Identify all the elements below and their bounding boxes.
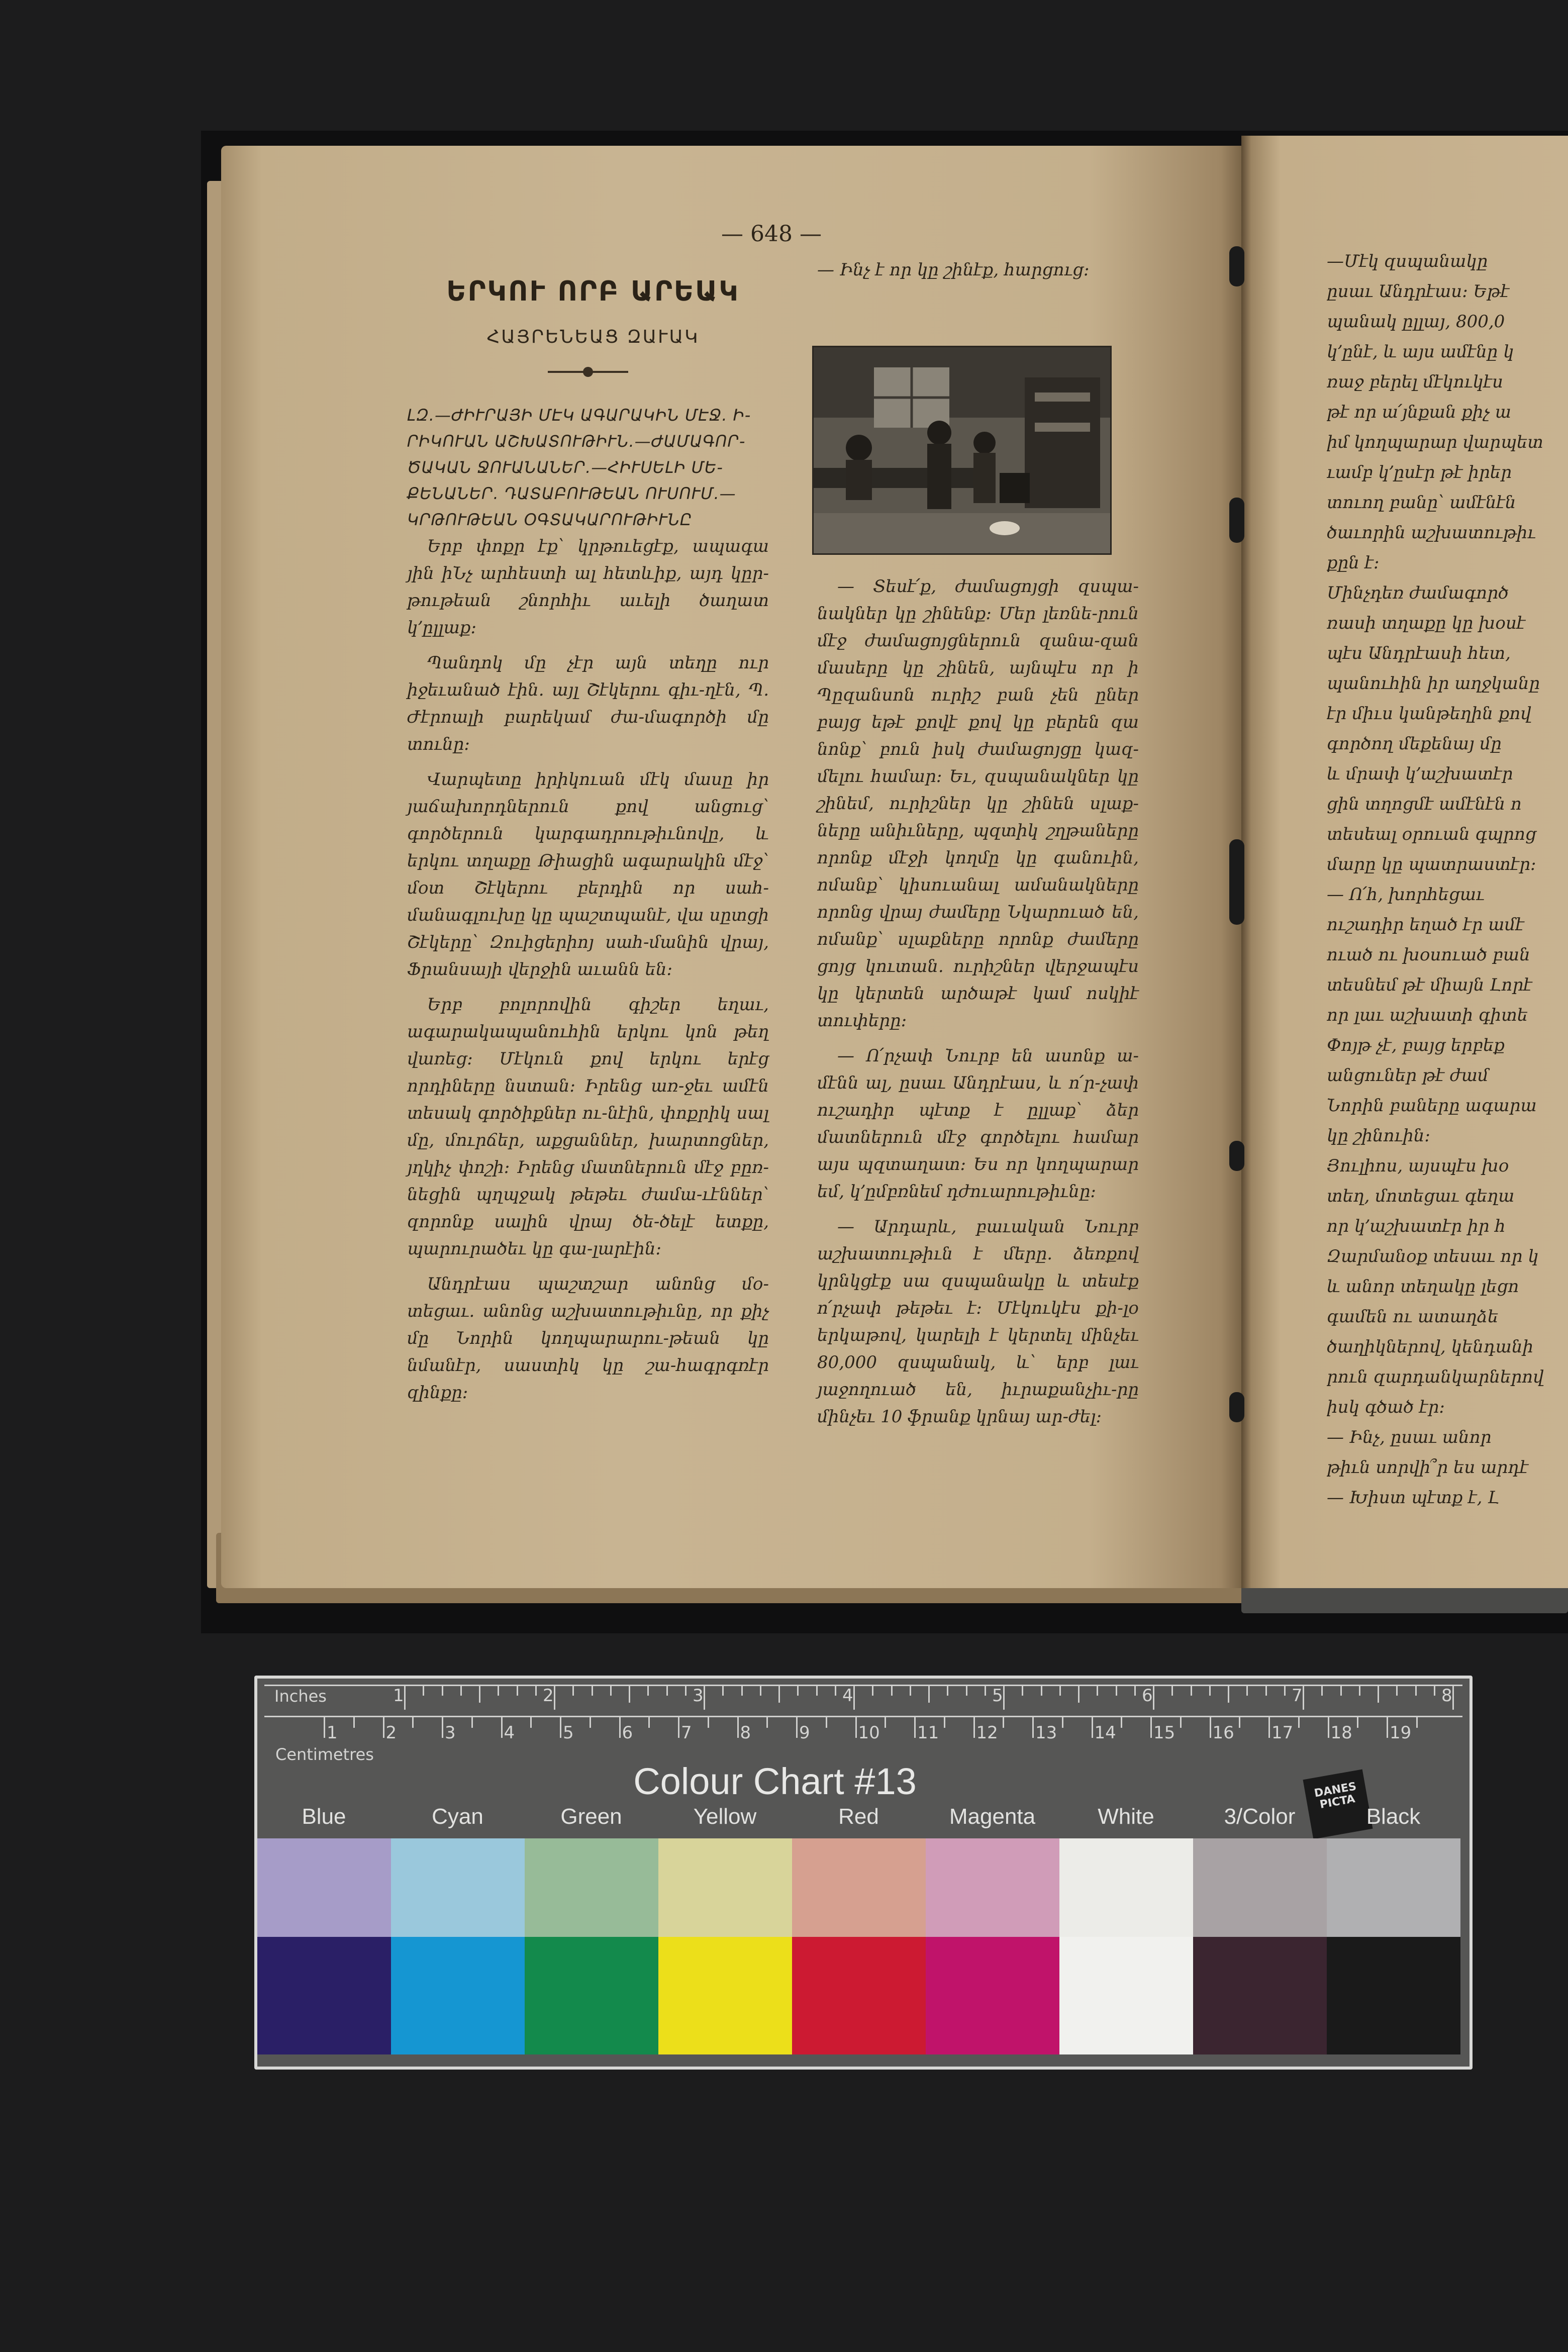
cm-tick bbox=[914, 1716, 916, 1738]
inch-subtick bbox=[610, 1685, 612, 1696]
article-subtitle: ՀԱՅՐԵՆԵԱՑ ԶԱՒԱԿ bbox=[486, 327, 700, 347]
cm-subtick bbox=[1298, 1716, 1300, 1728]
middle-column-top bbox=[817, 256, 1139, 291]
cm-subtick bbox=[944, 1716, 945, 1728]
cm-tick bbox=[1032, 1716, 1034, 1738]
inches-label: Inches bbox=[274, 1687, 327, 1706]
inch-subtick bbox=[891, 1685, 893, 1696]
inch-tick bbox=[853, 1685, 855, 1710]
cm-tick bbox=[619, 1716, 621, 1738]
inch-subtick bbox=[760, 1685, 761, 1696]
right-page-line: կը շինուին։ bbox=[1327, 1126, 1430, 1146]
inch-subtick bbox=[572, 1685, 574, 1696]
cm-tick bbox=[678, 1716, 679, 1738]
cm-tick bbox=[1092, 1716, 1093, 1738]
right-page-line: ռասի տղաքը կը խօսէ bbox=[1327, 613, 1526, 633]
divider-ornament bbox=[583, 367, 593, 377]
swatch-light bbox=[658, 1838, 792, 1937]
inch-subtick bbox=[498, 1685, 499, 1696]
inch-subtick bbox=[816, 1685, 818, 1696]
inch-subtick bbox=[1059, 1685, 1061, 1696]
inch-tick-label: 7 bbox=[1292, 1686, 1303, 1706]
right-page-line: Զարմանօք տեսաւ որ կ bbox=[1327, 1246, 1539, 1266]
chart-title: Colour Chart #13 bbox=[633, 1760, 917, 1802]
right-page-line: — Ո՛հ, խորհեցաւ bbox=[1327, 885, 1485, 905]
cm-tick bbox=[501, 1716, 503, 1738]
swatch-light bbox=[926, 1838, 1059, 1937]
cm-subtick bbox=[530, 1716, 532, 1728]
right-page-line: ուշադիր եղած էր ամէ bbox=[1327, 915, 1524, 935]
inch-tick-label: 6 bbox=[1142, 1686, 1153, 1706]
inch-subtick bbox=[1265, 1685, 1267, 1696]
inch-tick-label: 4 bbox=[842, 1686, 853, 1706]
cm-tick bbox=[973, 1716, 975, 1738]
cm-tick-label: 9 bbox=[799, 1723, 810, 1743]
inch-subtick bbox=[1116, 1685, 1117, 1696]
inch-subtick bbox=[741, 1685, 743, 1696]
right-page-line: տեսեալ օրուան գպրոց bbox=[1327, 824, 1536, 844]
inch-subtick bbox=[1078, 1685, 1080, 1703]
swatch-dark bbox=[926, 1937, 1059, 2054]
paragraph: — Տեսէ՛ք, ժամացոյցի զսպա-նակներ կը շինենք։ Մեր լեռնե-րուն մէջ ժամացոյցներուն զանա-զան մասերը կը շինեն, այնպէս որ ի Պըզանսոն ուրիշ բան չեն ըներ բայց եթէ քովէ քով կը բերեն զա նոնք՝ բուն իսկ ժամացոյցը կազ-մելու համար։ Եւ, զսպանակներ կը շինեմ, ուրիշներ կը շինեն սլաք-ները անիւները, պզտիկ շղթաները որոնք մէջի կողմը կը գանուին, ոմանք՝ կիսուանալ ամանակները որոնց վրայ ժամերը Նկարուած են, ոմանք՝ սլաքները որոնք ժամերը ցոյց կուտան. ուրիշներ վերջապէս կը կերտեն արծաթէ կամ ոսկիէ տուփերը։ bbox=[817, 576, 1139, 1031]
inch-subtick bbox=[666, 1685, 668, 1696]
centimetres-label: Centimetres bbox=[275, 1745, 374, 1764]
paragraph: — Ո՛րչափ Նուրբ են ասոնք ա-մէնն ալ, ըսաւ Անդրէաս, և ո՛ր-չափ ուշադիր պէտք է ըլլաք՝ ձեր մատներուն մէջ գործելու համար այս պզտաղատ։ Ես որ կողպարար եմ, կ՚ըմբռնեմ դժուարութիւնը։ bbox=[817, 1046, 1139, 1202]
right-page-line: իսկ գծած էր։ bbox=[1327, 1397, 1445, 1417]
swatch-label: Blue bbox=[302, 1804, 346, 1829]
inch-subtick bbox=[1284, 1685, 1286, 1696]
swatch-label: 3/Color bbox=[1224, 1804, 1296, 1829]
cm-subtick bbox=[1062, 1716, 1063, 1728]
inch-subtick bbox=[1097, 1685, 1098, 1696]
cm-tick bbox=[1387, 1716, 1388, 1738]
swatch-light bbox=[1193, 1838, 1327, 1937]
cm-tick bbox=[1328, 1716, 1329, 1738]
cm-tick-label: 11 bbox=[917, 1723, 939, 1743]
cm-tick-label: 19 bbox=[1390, 1723, 1412, 1743]
right-page-line: Յուլիոս, այսպէս խօ bbox=[1327, 1156, 1509, 1176]
cm-subtick bbox=[353, 1716, 355, 1728]
cm-tick-label: 1 bbox=[327, 1723, 338, 1743]
inch-subtick bbox=[797, 1685, 799, 1696]
right-page-line: քըն է։ bbox=[1327, 553, 1380, 573]
danes-picta-logo: DANES PICTA bbox=[1303, 1769, 1373, 1839]
right-page-line: ծաւորին աշխատութիւ bbox=[1327, 523, 1536, 543]
cm-subtick bbox=[471, 1716, 473, 1728]
inch-subtick bbox=[910, 1685, 911, 1696]
inch-tick bbox=[1452, 1685, 1454, 1710]
cm-tick-label: 7 bbox=[681, 1723, 692, 1743]
inch-subtick bbox=[835, 1685, 836, 1696]
cm-subtick bbox=[412, 1716, 414, 1728]
cm-tick-label: 18 bbox=[1330, 1723, 1352, 1743]
inch-tick bbox=[554, 1685, 555, 1710]
cm-tick-label: 10 bbox=[858, 1723, 880, 1743]
swatch-light bbox=[792, 1838, 926, 1937]
binding-hole bbox=[1229, 498, 1244, 543]
cm-subtick bbox=[648, 1716, 650, 1728]
inch-subtick bbox=[1434, 1685, 1435, 1696]
workshop-scene-illustration bbox=[814, 347, 1110, 553]
inch-subtick bbox=[479, 1685, 480, 1703]
cm-tick-label: 4 bbox=[504, 1723, 515, 1743]
binding-hole bbox=[1229, 1141, 1244, 1171]
inch-tick-label: 1 bbox=[393, 1686, 404, 1706]
right-page-line: Մինչդեռ ժամագործ bbox=[1327, 583, 1509, 603]
swatch-light bbox=[391, 1838, 525, 1937]
binding-hole bbox=[1229, 839, 1244, 925]
right-page-line: գործող մեքենայ մը bbox=[1327, 734, 1502, 754]
paragraph: — Արդարև, բաւական Նուրբ աշխատութիւն է մերը. ձեռքով կրնկցէք սա զսպանակը և տեսէք ո՛րչափ թեթեւ է։ Մէկուկէս քի-լօ երկաթով, կարելի է կերտել մինչեւ 80,000 զսպանակ, և՝ երբ լաւ յաջողուած են, իւրաքանչիւ-րը մինչեւ 10 ֆրանք կրնայ ար-ժել։ bbox=[817, 1217, 1139, 1427]
inch-subtick bbox=[1396, 1685, 1398, 1696]
cm-tick-label: 6 bbox=[622, 1723, 633, 1743]
inch-subtick bbox=[1171, 1685, 1173, 1696]
inch-subtick bbox=[647, 1685, 649, 1696]
inch-subtick bbox=[722, 1685, 724, 1696]
right-page-line: պանակ ըլլայ, 800,0 bbox=[1327, 312, 1505, 332]
right-page-column bbox=[1327, 246, 1568, 1513]
colour-chart bbox=[254, 1676, 1473, 2070]
inch-subtick bbox=[778, 1685, 780, 1703]
inch-tick-label: 3 bbox=[693, 1686, 704, 1706]
cm-subtick bbox=[885, 1716, 886, 1728]
inch-tick-label: 8 bbox=[1441, 1686, 1452, 1706]
right-page-line: մարը կը պատրաստէր։ bbox=[1327, 854, 1536, 874]
cm-subtick bbox=[826, 1716, 827, 1728]
paragraph: Երբ փոքր էք՝ կրթուեցէք, ապագա յին իՆչ արհեստի ալ հետևիք, այդ կըր-թութեան շնորհիւ աւելի ծաղատ կ՚ըլլաք։ bbox=[407, 536, 769, 638]
right-page-line: ռաջ բերել մէկուկէս bbox=[1327, 372, 1503, 392]
right-page-line: տուող բանը՝ ամէնէն bbox=[1327, 493, 1516, 513]
inch-tick bbox=[1153, 1685, 1154, 1710]
inch-subtick bbox=[947, 1685, 948, 1696]
cm-subtick bbox=[1003, 1716, 1004, 1728]
middle-column bbox=[817, 573, 1139, 1438]
binding-hole bbox=[1229, 1392, 1244, 1422]
cm-subtick bbox=[766, 1716, 768, 1728]
inch-subtick bbox=[985, 1685, 986, 1696]
inch-subtick bbox=[1228, 1685, 1229, 1703]
right-page-line: —Մէկ զսպանակը bbox=[1327, 251, 1488, 271]
paragraph: Պանդոկ մը չէր այն տեղը ուր իջեւանած էին. այլ Շէկերու գիւ-ղէն, Պ. Ժէրոալի բարեկամ ժա-մագործի մը տունը։ bbox=[407, 653, 769, 754]
cm-subtick bbox=[1239, 1716, 1240, 1728]
inch-tick-label: 2 bbox=[543, 1686, 554, 1706]
swatch-light bbox=[257, 1838, 391, 1937]
ruler-edge bbox=[264, 1685, 1462, 1686]
cm-tick bbox=[855, 1716, 857, 1738]
right-page-line: ւամբ կ՚ըսէր թէ իրեր bbox=[1327, 462, 1512, 482]
cm-tick-label: 8 bbox=[740, 1723, 751, 1743]
inch-subtick bbox=[928, 1685, 930, 1703]
cm-subtick bbox=[708, 1716, 709, 1728]
right-page-line: թիւն սորվի՞ր ես արդէ bbox=[1327, 1457, 1529, 1478]
paragraph: Երբ բոլորովին գիշեր եղաւ, ագարակապանուհին երկու կոն թեղ վառեց։ Մէկուն քով երկու երէց որդիները նստան։ Իրենց առ-ջեւ ամէն տեսակ գործիքներ ու-նէին, փոքրիկ սալ մը, մուրճեր, աքցաններ, խարտոցներ, յղկիչ փոշի։ Իրենց մատներուն մէջ բըռ-նեցին պղպջակ թեթեւ ժամա-ւէններ՝ զորոնք սալին վրայ ծե-ծելէ ետքը, պարուրածեւ կը գա-լարէին։ bbox=[407, 995, 769, 1259]
right-page-line: ցին տղոցմէ ամէնէն ո bbox=[1327, 794, 1522, 814]
inch-subtick bbox=[1041, 1685, 1042, 1696]
right-page-line: տեղ, մոտեցաւ գեղա bbox=[1327, 1186, 1515, 1206]
swatch-dark bbox=[658, 1937, 792, 2054]
right-page-line: պանուհին իր աղջկանը bbox=[1327, 673, 1540, 694]
swatch-label: Black bbox=[1366, 1804, 1421, 1829]
inch-subtick bbox=[1246, 1685, 1248, 1696]
right-page-line: որ լաւ աշխատի գիտե bbox=[1327, 1005, 1528, 1025]
inch-subtick bbox=[1191, 1685, 1192, 1696]
swatch-dark bbox=[525, 1937, 658, 2054]
inch-subtick bbox=[872, 1685, 873, 1696]
right-page-line: իմ կողպարար վարպետ bbox=[1327, 432, 1543, 452]
swatch-dark bbox=[257, 1937, 391, 2054]
cm-subtick bbox=[1357, 1716, 1358, 1728]
right-page-line: ուած ու խօսուած բան bbox=[1327, 945, 1530, 965]
inch-tick bbox=[704, 1685, 705, 1710]
inch-subtick bbox=[535, 1685, 537, 1696]
cm-tick-label: 13 bbox=[1035, 1723, 1057, 1743]
ruler-midline bbox=[264, 1716, 1462, 1717]
inch-tick bbox=[1303, 1685, 1304, 1710]
cm-tick-label: 12 bbox=[976, 1723, 998, 1743]
cm-subtick bbox=[1180, 1716, 1182, 1728]
inch-subtick bbox=[1134, 1685, 1136, 1696]
inch-subtick bbox=[423, 1685, 424, 1696]
right-page-line: տեսնեմ թէ միայն Լորէ bbox=[1327, 975, 1532, 995]
swatch-label: White bbox=[1098, 1804, 1154, 1829]
cm-tick bbox=[1210, 1716, 1211, 1738]
right-page-line: թէ որ ա՛յնքան քիչ ա bbox=[1327, 402, 1511, 422]
swatch-light bbox=[1059, 1838, 1193, 1937]
swatch-dark bbox=[1193, 1937, 1327, 2054]
cm-tick bbox=[1150, 1716, 1152, 1738]
inch-subtick bbox=[629, 1685, 630, 1703]
swatch-label: Yellow bbox=[693, 1804, 757, 1829]
right-page-line: կ՚ընէ, և այս ամէնը կ bbox=[1327, 342, 1514, 362]
inch-tick-label: 5 bbox=[992, 1686, 1003, 1706]
inch-subtick bbox=[685, 1685, 687, 1696]
inch-subtick bbox=[1321, 1685, 1323, 1696]
page-number: — 648 — bbox=[721, 221, 822, 247]
cm-subtick bbox=[590, 1716, 591, 1728]
cm-tick-label: 2 bbox=[385, 1723, 397, 1743]
cm-tick bbox=[442, 1716, 443, 1738]
right-page-line: րուն զարդանկարներով bbox=[1327, 1367, 1544, 1387]
right-page-line: էր միւս կանթեղին քով bbox=[1327, 704, 1531, 724]
cm-tick-label: 16 bbox=[1212, 1723, 1234, 1743]
paragraph: Անդրէաս պաշտշար անոնց մօ-տեցաւ. անոնց աշխատութիւնը, որ քիչ մը Նորին կողպարարու-թեան կը նմանէր, սաստիկ կը շա-հագրգռէր զինքը։ bbox=[407, 1274, 769, 1403]
inch-subtick bbox=[442, 1685, 443, 1696]
swatch-label: Red bbox=[838, 1804, 879, 1829]
right-page-line: պէս Անդրէասի հետ, bbox=[1327, 643, 1511, 663]
inch-tick bbox=[404, 1685, 406, 1710]
right-page-line: և մրափ կ՚աշխատէր bbox=[1327, 764, 1513, 784]
inch-subtick bbox=[1209, 1685, 1211, 1696]
article-title: ԵՐԿՈՒ ՈՐԲ ԱՐԵԱԿ bbox=[446, 275, 740, 307]
swatch-dark bbox=[1327, 1937, 1460, 2054]
right-page-line: գամեն ու ատաղձե bbox=[1327, 1307, 1499, 1327]
swatch-label: Green bbox=[560, 1804, 622, 1829]
swatch-dark bbox=[792, 1937, 926, 2054]
right-page-line: որ կ՚աշխատէր իր հ bbox=[1327, 1216, 1506, 1236]
cm-subtick bbox=[1121, 1716, 1122, 1728]
cm-tick-label: 3 bbox=[445, 1723, 456, 1743]
inch-tick bbox=[1003, 1685, 1005, 1710]
cm-tick bbox=[383, 1716, 384, 1738]
swatch-light bbox=[1327, 1838, 1460, 1937]
paragraph: Վարպետը իրիկուան մէկ մասը իր յաճախորդներուն քով անցուց՝ գործերուն կարգադրութիւնովը, և երկու տղաքը Թիացին ագարակին մէջ՝ մօտ Շէկերու բերդին որ սահ-մանագլուխը կը պաշտպանէ, վա սըտցի Շէկերը՝ Զուիցերիոյ սահ-մանին վրայ, Ֆրանսայի վերջին աւանն են։ bbox=[407, 769, 769, 979]
right-page-line: — Ինչ, ըսաւ անոր bbox=[1327, 1427, 1492, 1447]
swatch-light bbox=[525, 1838, 658, 1937]
right-page-line: ծաղիկներով, կենդանի bbox=[1327, 1337, 1534, 1357]
inch-subtick bbox=[460, 1685, 462, 1696]
swatch-label: Magenta bbox=[949, 1804, 1036, 1829]
cm-tick bbox=[560, 1716, 561, 1738]
right-page-line: — Խիստ պէտք է, Լ bbox=[1327, 1488, 1500, 1508]
inch-subtick bbox=[1415, 1685, 1417, 1696]
inch-subtick bbox=[1359, 1685, 1360, 1696]
engraving-illustration bbox=[812, 346, 1112, 555]
cm-subtick bbox=[1416, 1716, 1418, 1728]
binding-hole bbox=[1229, 246, 1244, 286]
paragraph: — Ինչ է որ կը շինէք, հարցուց։ bbox=[817, 260, 1090, 280]
cm-tick-label: 5 bbox=[563, 1723, 574, 1743]
cm-tick-label: 14 bbox=[1094, 1723, 1116, 1743]
right-page-line: և անոր տեղակը լեցո bbox=[1327, 1277, 1519, 1297]
right-page-line: անցուներ թէ ժամ bbox=[1327, 1065, 1489, 1086]
left-column bbox=[407, 533, 769, 1414]
chapter-summary: ԼԶ.—ԺԻՒՐԱՅԻ ՄԷԿ ԱԳԱՐԱԿԻՆ ՄԷՋ. Ի-ՐԻԿՈՒԱՆ ԱՇԽԱՏՈՒԹԻՒՆ.—ԺԱՄԱԳՈՐ-ԾԱԿԱՆ ՋՈՒԱՆԱՆԵՐ.—ՀԻՒՍԵԼԻ ՄԵ-ՔԵՆԱՆԵՐ. ԴԱՏԱԲՈՒԹԵԱՆ ՈՒՍՈՒՄ.—ԿՐԹՈՒԹԵԱՆ ՕԳՏԱԿԱՐՈՒԹԻՒՆԸ bbox=[407, 406, 751, 529]
swatch-label: Cyan bbox=[432, 1804, 483, 1829]
inch-subtick bbox=[1340, 1685, 1342, 1696]
cm-tick-label: 17 bbox=[1271, 1723, 1294, 1743]
cm-tick bbox=[737, 1716, 739, 1738]
right-page-line: Փոյթ չէ, բայց երբեք bbox=[1327, 1035, 1505, 1055]
cm-tick-label: 15 bbox=[1153, 1723, 1175, 1743]
inch-subtick bbox=[1022, 1685, 1023, 1696]
right-page-line: ըսաւ Անդրէաս։ Եթէ bbox=[1327, 281, 1510, 302]
cm-tick bbox=[1268, 1716, 1270, 1738]
cm-tick bbox=[796, 1716, 798, 1738]
inch-subtick bbox=[517, 1685, 518, 1696]
cm-tick bbox=[324, 1716, 325, 1738]
swatch-dark bbox=[391, 1937, 525, 2054]
inch-subtick bbox=[592, 1685, 593, 1696]
swatch-dark bbox=[1059, 1937, 1193, 2054]
right-page-line: Նորին բաները ագարա bbox=[1327, 1096, 1537, 1116]
inch-subtick bbox=[1378, 1685, 1379, 1703]
inch-subtick bbox=[966, 1685, 967, 1696]
